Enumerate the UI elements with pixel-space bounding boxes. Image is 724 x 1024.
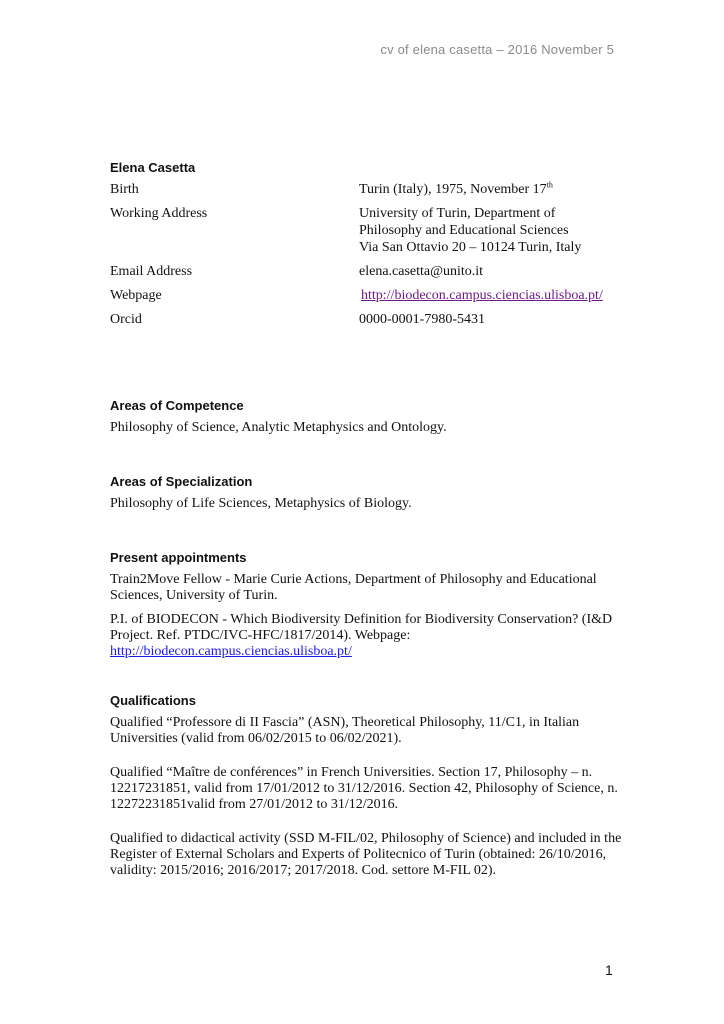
person-name: Elena Casetta <box>110 160 196 175</box>
email-value[interactable]: elena.casetta@unito.it <box>359 264 484 279</box>
address-row <box>110 205 630 256</box>
page-number: 1 <box>605 962 613 978</box>
specialization-text: Philosophy of Life Sciences, Metaphysics of Biology. <box>110 496 412 511</box>
cv-content <box>110 160 630 897</box>
webpage-row <box>110 287 630 304</box>
appointment-1: Train2Move Fellow - Marie Curie Actions, Department of Philosophy and Educational Sciences, University of Turin. <box>110 572 597 603</box>
qualification-item: Qualified “Maître de conférences” in French Universities. Section 17, Philosophy – n. 12217231851, valid from 17/01/2012 to 31/12/2016. Section 42, Philosophy of Science, n. 12272231851valid from 27/01/2012 to 31/12/2016. <box>110 765 618 812</box>
webpage-link[interactable]: http://biodecon.campus.ciencias.ulisboa.pt/ <box>361 288 603 303</box>
appointments-title: Present appointments <box>110 550 247 565</box>
ordinal-suffix: th <box>546 180 553 190</box>
email-label: Email Address <box>110 264 193 279</box>
birth-row <box>110 181 630 198</box>
biodecon-link[interactable]: http://biodecon.campus.ciencias.ulisboa.pt/ <box>110 644 352 659</box>
address-line-3: Via San Ottavio 20 – 10124 Turin, Italy <box>359 240 582 255</box>
qualification-item: Qualified “Professore di II Fascia” (ASN), Theoretical Philosophy, 11/C1, in Italian Universities (valid from 06/02/2015 to 06/02/2021). <box>110 715 580 746</box>
webpage-label: Webpage <box>110 288 162 303</box>
email-row <box>110 263 630 280</box>
qualifications-title: Qualifications <box>110 693 196 708</box>
competence-title: Areas of Competence <box>110 398 244 413</box>
address-line-2: Philosophy and Educational Sciences <box>359 223 569 238</box>
address-line-1: University of Turin, Department of <box>359 206 556 221</box>
birth-label: Birth <box>110 182 139 197</box>
address-label: Working Address <box>110 206 208 221</box>
competence-text: Philosophy of Science, Analytic Metaphysics and Ontology. <box>110 420 447 435</box>
specialization-title: Areas of Specialization <box>110 474 253 489</box>
orcid-value: 0000-0001-7980-5431 <box>359 312 485 327</box>
address-value <box>359 205 630 256</box>
page-header: cv of elena casetta – 2016 November 5 <box>380 42 614 57</box>
qualification-item: Qualified to didactical activity (SSD M-FIL/02, Philosophy of Science) and included in the Register of External Scholars and Experts of Politecnico of Turin (obtained: 26/10/2016, validity: 2015/2016; 2016/2017; 2017/2018. Cod. settore M-FIL 02). <box>110 831 622 878</box>
orcid-label: Orcid <box>110 312 142 327</box>
appointment-2: P.I. of BIODECON - Which Biodiversity Definition for Biodiversity Conservation? (I&D Project. Ref. PTDC/IVC-HFC/1817/2014). Webpage: http://biodecon.campus.ciencias.ulisboa.pt/ <box>110 612 613 659</box>
orcid-row <box>110 311 630 328</box>
birth-value: Turin (Italy), 1975, November 17th <box>359 180 553 197</box>
